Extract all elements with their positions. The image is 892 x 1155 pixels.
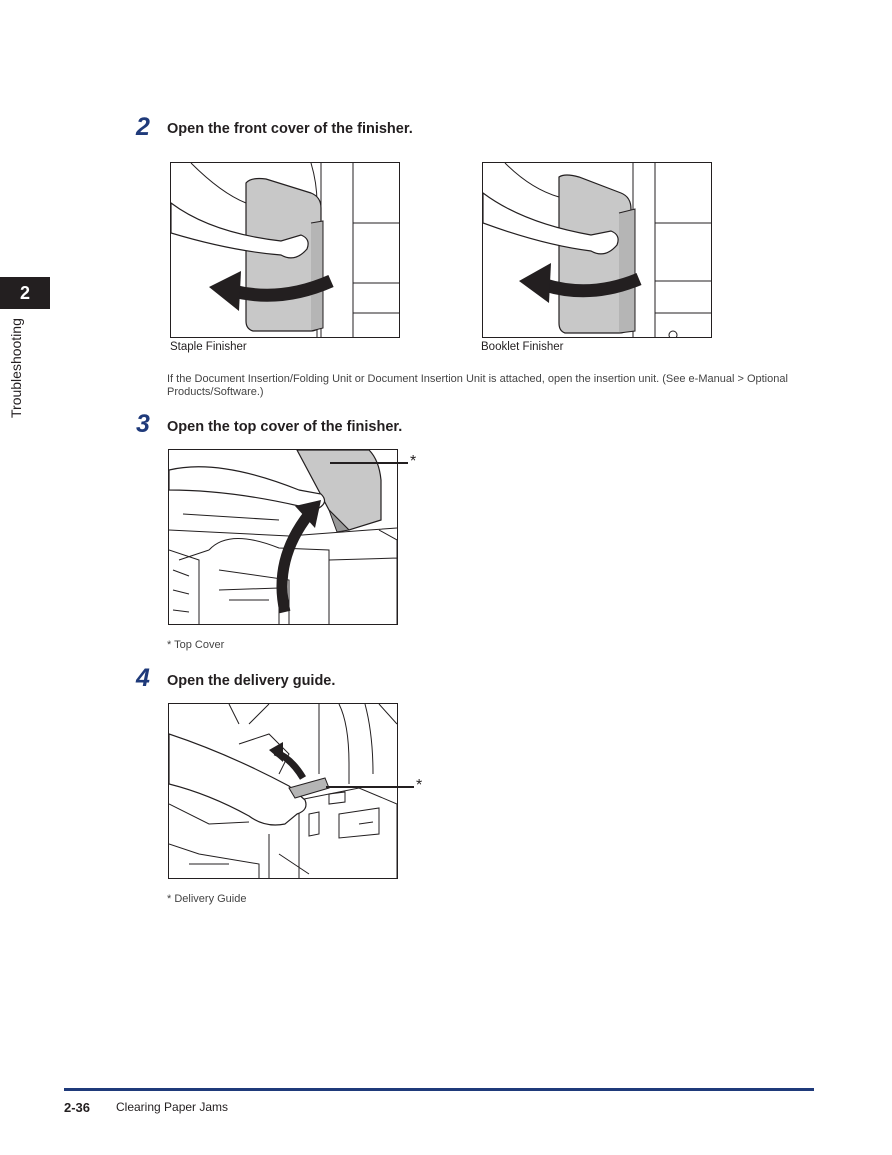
footer-section-title: Clearing Paper Jams: [116, 1100, 229, 1114]
step-4-title: Open the delivery guide.: [167, 673, 336, 689]
step-2-number: 2: [136, 113, 150, 141]
delivery-guide-note: * Delivery Guide: [167, 893, 247, 905]
booklet-finisher-caption: Booklet Finisher: [481, 341, 564, 353]
delivery-guide-callout-marker: *: [416, 777, 423, 794]
step-2-title: Open the front cover of the finisher.: [167, 121, 413, 137]
booklet-finisher-illustration: [482, 162, 712, 338]
delivery-guide-callout-line: [326, 786, 414, 788]
step-3-number: 3: [136, 410, 150, 438]
top-cover-note: * Top Cover: [167, 639, 225, 651]
page-number: 2-36: [64, 1100, 91, 1115]
top-cover-callout-marker: *: [410, 453, 417, 470]
chapter-label: Troubleshooting: [8, 318, 24, 418]
footer-rule: [64, 1088, 814, 1091]
chapter-tab: 2: [0, 277, 50, 309]
insertion-unit-note: If the Document Insertion/Folding Unit or Document Insertion Unit is attached, open the insertion unit. (See e-Manual > Optional Products/Software.): [167, 373, 788, 398]
top-cover-illustration: [168, 449, 398, 625]
delivery-guide-illustration: [168, 703, 398, 879]
staple-finisher-caption: Staple Finisher: [170, 341, 247, 353]
step-3-title: Open the top cover of the finisher.: [167, 419, 403, 435]
staple-finisher-illustration: [170, 162, 400, 338]
top-cover-callout-line: [330, 462, 408, 464]
step-4-number: 4: [136, 664, 150, 692]
